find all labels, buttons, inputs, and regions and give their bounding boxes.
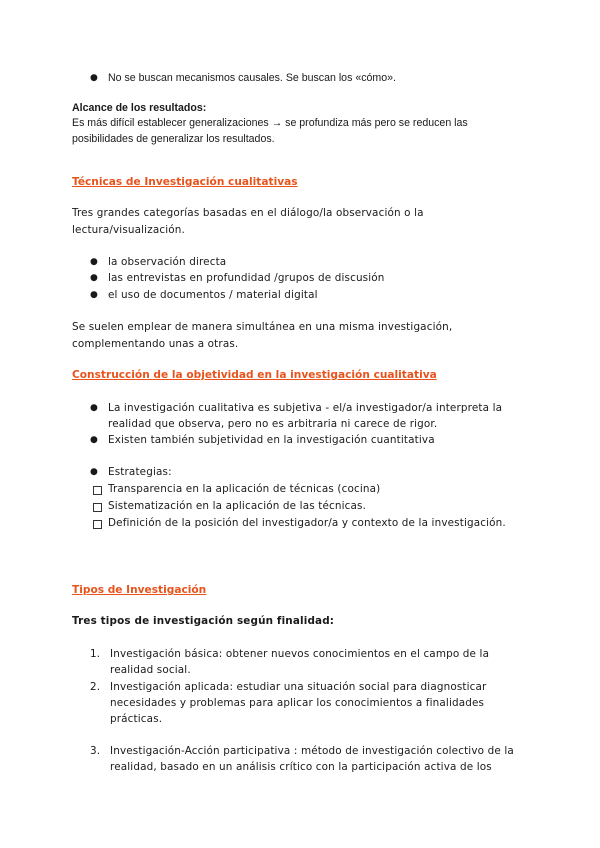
bullet-dot: ●	[90, 467, 98, 477]
section-heading-objetividad: Construcción de la objetividad en la investigación cualitativa	[72, 369, 437, 381]
list-number: 3.	[90, 745, 101, 757]
section-heading-tecnicas: Técnicas de Investigación cualitativas	[72, 176, 298, 188]
bullet-dot: ●	[90, 273, 98, 283]
alcance-line: Es más difícil establecer generalizaciones → se profundiza más pero se reducen las	[72, 117, 468, 129]
tipos-item-line: Investigación aplicada: estudiar una situación social para diagnosticar	[110, 681, 487, 693]
tecnicas-closing-line: complementando unas a otras.	[72, 338, 239, 350]
checkbox[interactable]	[93, 486, 102, 495]
tecnicas-intro-line: lectura/visualización.	[72, 224, 185, 236]
bullet-dot: ●	[90, 290, 98, 300]
tecnicas-closing-line: Se suelen emplear de manera simultánea en una misma investigación,	[72, 321, 453, 333]
tecnicas-bullet: las entrevistas en profundidad /grupos de discusión	[108, 272, 385, 284]
bullet-dot: ●	[90, 257, 98, 267]
tecnicas-bullet: la observación directa	[108, 256, 227, 268]
checklist-item: Transparencia en la aplicación de técnicas (cocina)	[108, 483, 381, 495]
list-number: 2.	[90, 681, 101, 693]
alcance-title: Alcance de los resultados:	[72, 102, 207, 114]
checklist-item: Definición de la posición del investigador/a y contexto de la investigación.	[108, 517, 506, 529]
section-heading-tipos: Tipos de Investigación	[72, 584, 207, 596]
alcance-line: posibilidades de generalizar los resultados.	[72, 133, 275, 145]
tipos-item-line: realidad, basado en un análisis crítico con la participación activa de los	[110, 761, 492, 773]
objetividad-bullet: Existen también subjetividad en la investigación cuantitativa	[108, 434, 435, 446]
strategies-label: Estrategias:	[108, 466, 172, 478]
bullet-dot: ●	[90, 73, 98, 83]
checkbox[interactable]	[93, 503, 102, 512]
tecnicas-bullet: el uso de documentos / material digital	[108, 289, 318, 301]
list-number: 1.	[90, 648, 101, 660]
tipos-subheading: Tres tipos de investigación según finalidad:	[72, 615, 335, 627]
objetividad-bullet-line: realidad que observa, pero no es arbitraria ni carece de rigor.	[108, 418, 438, 430]
bullet-dot: ●	[90, 403, 98, 413]
tipos-item-line: realidad social.	[110, 664, 191, 676]
tipos-item-line: Investigación básica: obtener nuevos conocimientos en el campo de la	[110, 648, 490, 660]
tecnicas-intro-line: Tres grandes categorías basadas en el diálogo/la observación o la	[72, 207, 424, 219]
objetividad-bullet-line: La investigación cualitativa es subjetiva - el/a investigador/a interpreta la	[108, 402, 503, 414]
checklist-item: Sistematización en la aplicación de las técnicas.	[108, 500, 367, 512]
intro-bullet-text: No se buscan mecanismos causales. Se buscan los «cómo».	[108, 72, 396, 84]
bullet-dot: ●	[90, 435, 98, 445]
checkbox[interactable]	[93, 520, 102, 529]
tipos-item-line: prácticas.	[110, 713, 163, 725]
tipos-item-line: Investigación-Acción participativa : método de investigación colectivo de la	[110, 745, 514, 757]
tipos-item-line: necesidades y problemas para aplicar los conocimientos a finalidades	[110, 697, 485, 709]
